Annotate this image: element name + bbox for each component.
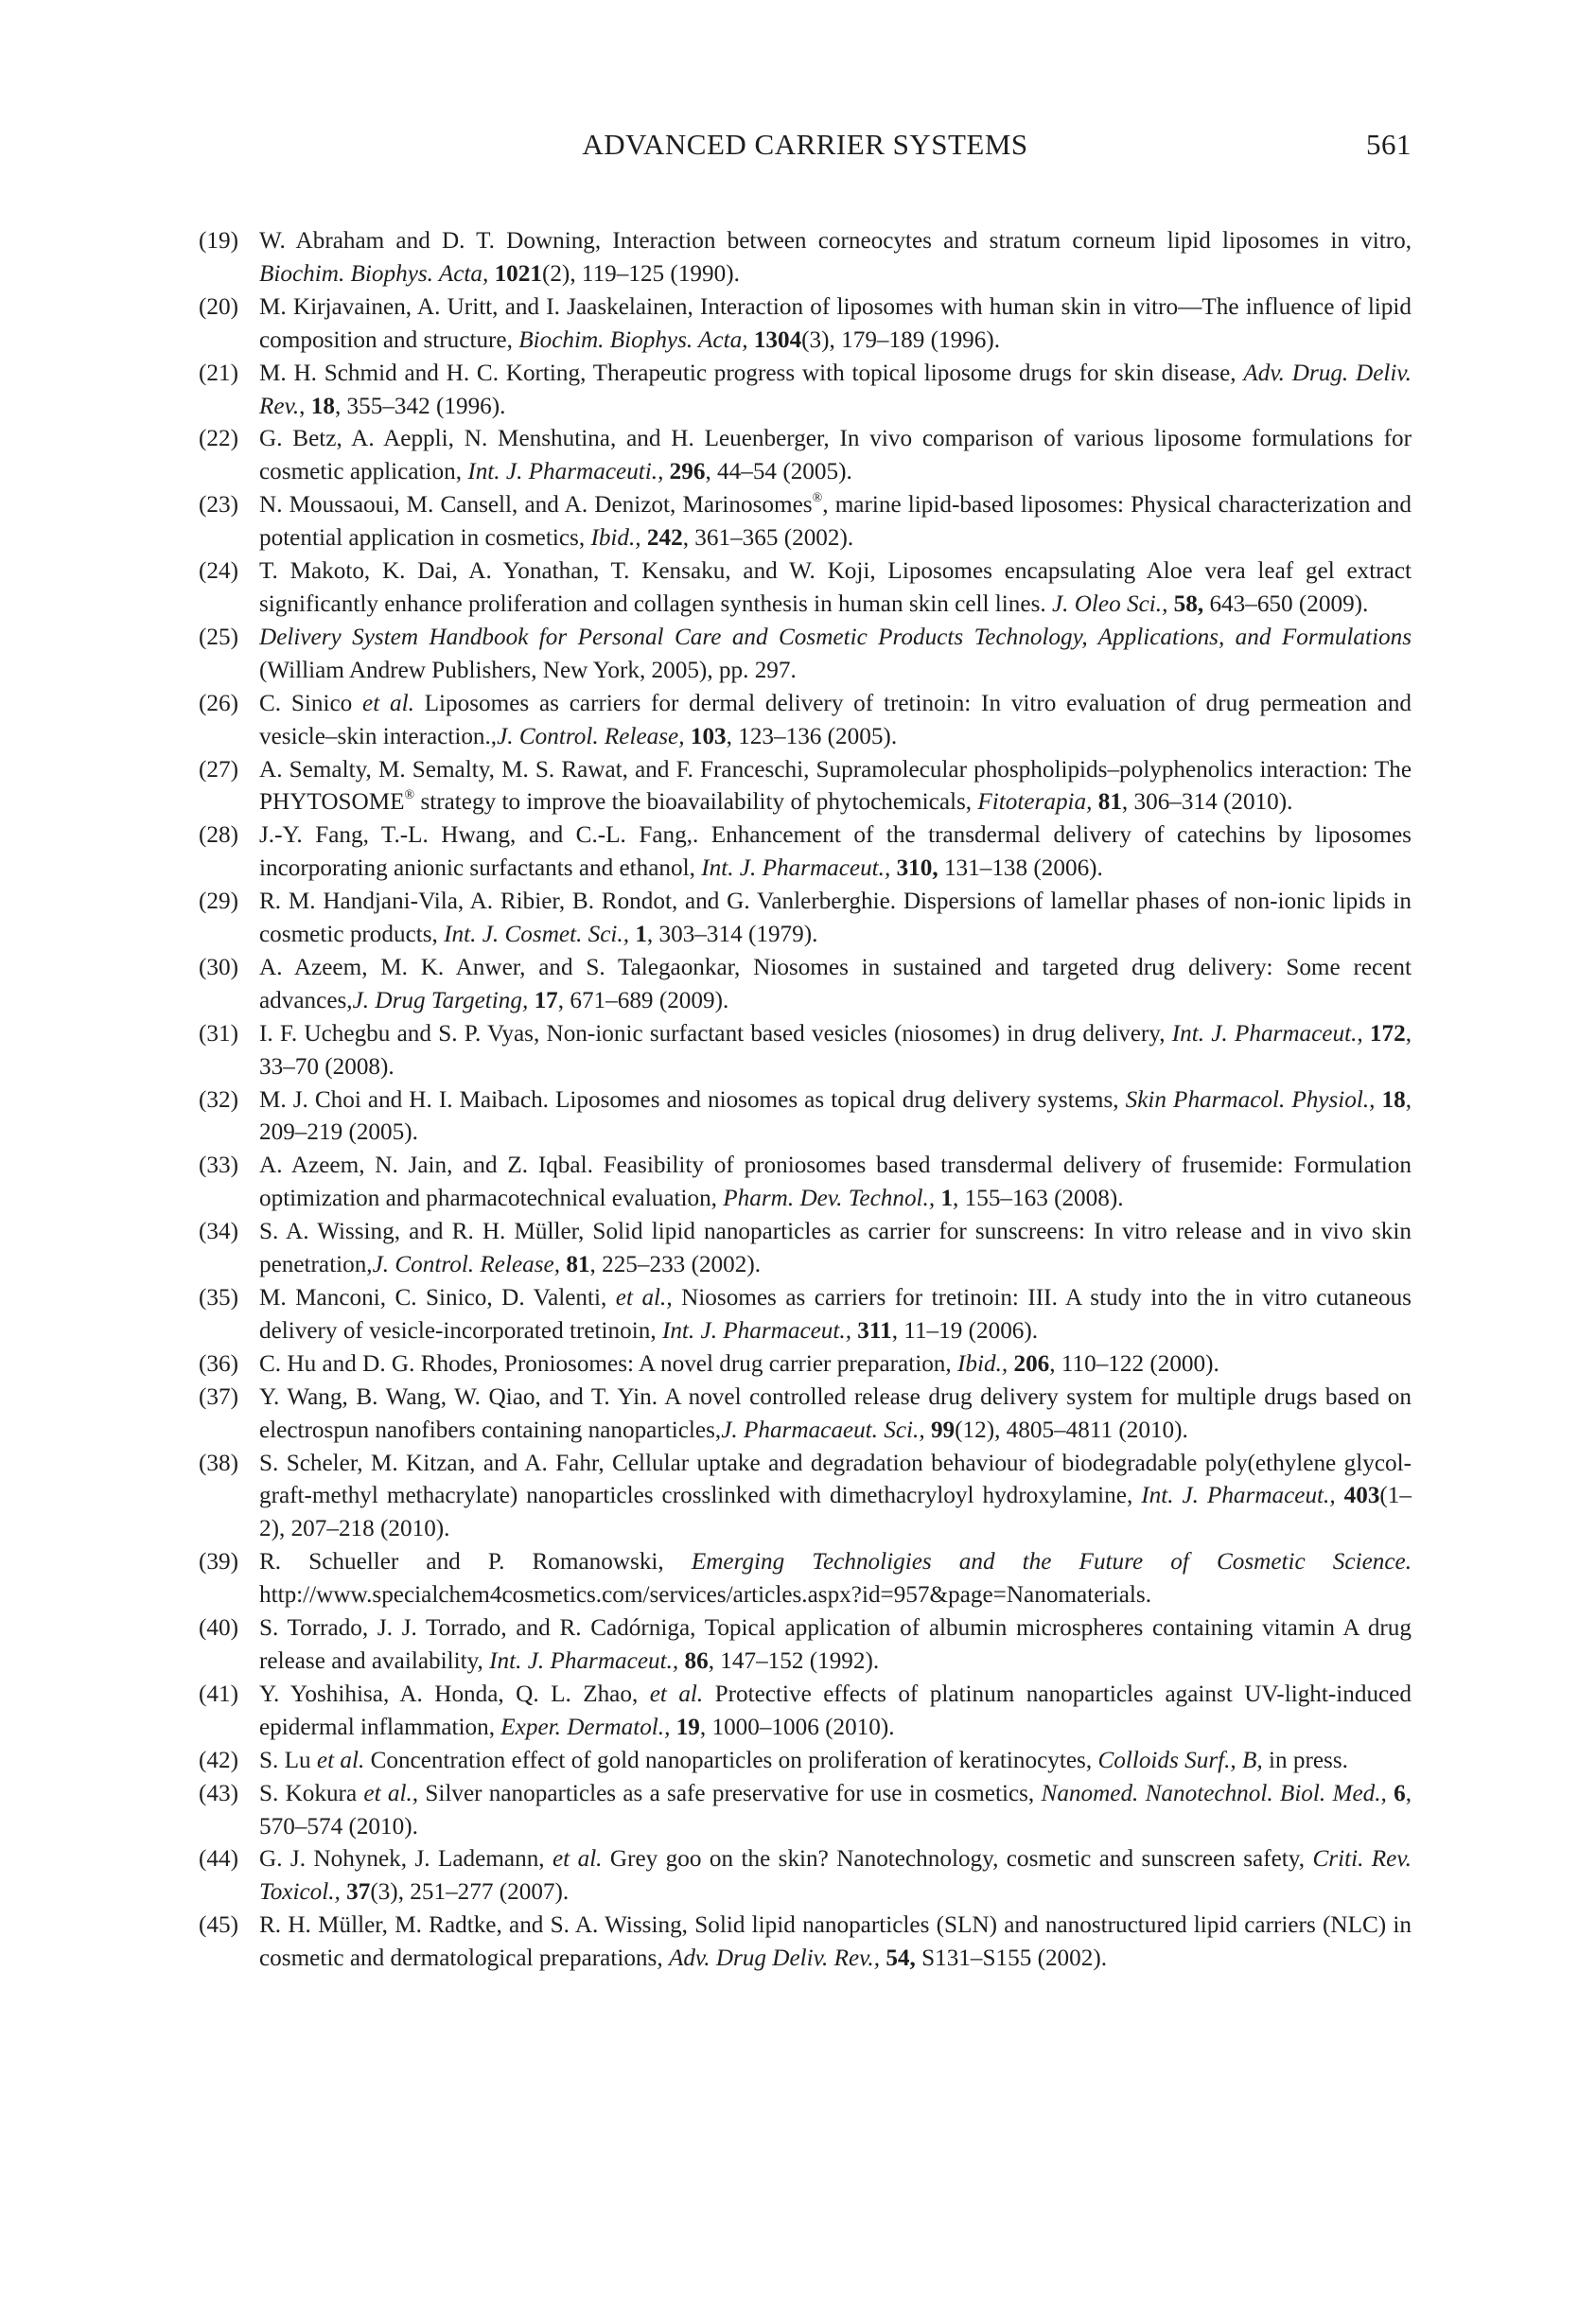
reference-italic-text: Pharm. Dev. Technol., (723, 1186, 936, 1212)
reference-text-run: (2), 119–125 (1990). (541, 260, 740, 287)
reference-number: (27) (199, 756, 238, 783)
reference-text (259, 1021, 1412, 1080)
reference-text (259, 1681, 1412, 1740)
reference-italic-text: Nanomed. Nanotechnol. Biol. Med., (1041, 1780, 1387, 1806)
reference-text-run: Silver nanoparticles as a safe preservative for use in cosmetics, (418, 1780, 1042, 1806)
reference-italic-text: Int. J. Cosmet. Sci., (444, 922, 630, 948)
reference-text-run: C. Hu and D. G. Rhodes, Proniosomes: A novel drug carrier preparation, (259, 1350, 957, 1377)
reference-text-run: S. Scheler, M. Kitzan, and A. Fahr, Cellular uptake and degradation behaviour of biodegradable poly(ethylene glycol-graft-methyl methacrylate) nanoparticles crosslinked with dimethacryloyl hydroxylamine, (259, 1450, 1412, 1509)
reference-italic-text: Int. J. Pharmaceuti., (467, 459, 664, 485)
reference-number: (24) (199, 558, 238, 585)
reference-italic-text: Emerging Technoligies and the Future of Cosmetic Science. (691, 1549, 1412, 1575)
reference-text (259, 1912, 1412, 1971)
reference-volume: 311 (857, 1317, 892, 1344)
reference-text (259, 361, 1412, 419)
reference-text-run: , 361–365 (2002). (682, 525, 854, 552)
page-number: 561 (1366, 128, 1412, 161)
reference-italic-text: Delivery System Handbook for Personal Care and Cosmetic Products Technology, Applications, and Formulations (259, 624, 1412, 650)
reference-item (199, 1448, 1412, 1547)
reference-text-run: S. Torrado, J. J. Torrado, and R. Cadórniga, Topical application of albumin microspheres containing vitamin A drug release and availability, (259, 1615, 1412, 1674)
reference-text-run: , 1000–1006 (2010). (699, 1714, 895, 1740)
reference-italic-text: J. Oleo Sci., (1051, 590, 1168, 617)
reference-text (259, 1549, 1412, 1608)
reference-italic-text: J. Drug Targeting, (352, 987, 529, 1013)
reference-number: (31) (199, 1020, 238, 1047)
reference-volume: 81 (1097, 789, 1122, 816)
reference-number: (38) (199, 1450, 238, 1476)
reference-text (259, 1748, 1348, 1773)
reference-text-run: M. Kirjavainen, A. Uritt, and I. Jaaskelainen, Interaction of liposomes with human skin in vitro—The influence of lipid composition and structure, (259, 293, 1412, 353)
reference-text-run: Grey goo on the skin? Nanotechnology, cosmetic and sunscreen safety, (602, 1846, 1313, 1873)
reference-text (259, 757, 1412, 816)
reference-italic-text: et al. (649, 1681, 704, 1707)
reference-text-run: T. Makoto, K. Dai, A. Yonathan, T. Kensaku, and W. Koji, Liposomes encapsulating Aloe vera leaf gel extract significantly enhance proliferation and collagen synthesis in human skin cell lines. (259, 558, 1412, 617)
reference-italic-text: Adv. Drug Deliv. Rev., (668, 1945, 881, 1972)
reference-text (259, 1615, 1412, 1674)
reference-text-run: Y. Yoshihisa, A. Honda, Q. L. Zhao, (259, 1681, 650, 1707)
reference-text-run: S131–S155 (2002). (915, 1945, 1108, 1972)
reference-text-run: I. F. Uchegbu and S. P. Vyas, Non-ionic surfactant based vesicles (niosomes) in drug delivery, (259, 1020, 1172, 1047)
reference-item (199, 754, 1412, 820)
reference-italic-text: et al. (362, 690, 414, 716)
registered-mark: ® (404, 788, 415, 803)
reference-text-run: in press. (1262, 1747, 1348, 1773)
reference-text-run: , 155–163 (2008). (953, 1186, 1124, 1212)
reference-italic-text: et al. (316, 1747, 365, 1773)
reference-text-run: S. Lu (259, 1747, 317, 1773)
reference-text-run: M. H. Schmid and H. C. Korting, Therapeutic progress with topical liposome drugs for skin disease, (259, 360, 1244, 386)
reference-volume: 1304 (753, 326, 802, 353)
reference-item (199, 555, 1412, 622)
reference-text-run: , 303–314 (1979). (646, 922, 818, 948)
reference-item (199, 819, 1412, 886)
reference-item (199, 423, 1412, 489)
reference-italic-text: Ibid., (590, 525, 641, 552)
reference-text (259, 1384, 1412, 1443)
reference-item (199, 1282, 1412, 1348)
reference-volume: 1021 (494, 260, 542, 287)
reference-number: (29) (199, 889, 238, 915)
reference-text-run: , 147–152 (1992). (708, 1647, 880, 1674)
reference-item (199, 1778, 1412, 1844)
reference-text-run: J.-Y. Fang, T.-L. Hwang, and C.-L. Fang,. Enhancement of the transdermal delivery of catechins by liposomes incorporating anionic surfactants and ethanol, (259, 822, 1412, 882)
reference-text (259, 1451, 1412, 1542)
reference-volume: 37 (346, 1879, 371, 1906)
reference-text-run: 643–650 (2009). (1203, 590, 1369, 617)
reference-item (199, 688, 1412, 754)
reference-text-run: , marine lipid-based liposomes: Physical characterization and potential application in cosmetics, (259, 492, 1412, 552)
reference-text-run: G. J. Nohynek, J. Lademann, (259, 1846, 552, 1873)
reference-italic-text: Int. J. Pharmaceut., (1171, 1020, 1363, 1047)
running-head (199, 128, 1412, 169)
reference-number: (25) (199, 624, 238, 650)
reference-number: (26) (199, 690, 238, 716)
reference-text-run: strategy to improve the bioavailability of phytochemicals, (414, 789, 978, 816)
reference-text-run: , (299, 393, 311, 419)
reference-volume: 18 (310, 393, 335, 419)
reference-text (259, 426, 1412, 484)
reference-text-run: , 44–54 (2005). (705, 459, 852, 485)
reference-text (259, 1351, 1219, 1377)
reference-number: (19) (199, 228, 238, 254)
reference-volume: 18 (1381, 1086, 1406, 1113)
reference-text-run: , 110–122 (2000). (1049, 1350, 1219, 1377)
reference-text (259, 889, 1412, 947)
reference-text-run: , 306–314 (2010). (1121, 789, 1293, 816)
reference-text-run (1375, 1087, 1381, 1113)
reference-text-run: Niosomes as carriers for tretinoin: III. A study into the in vitro cutaneous delivery of vesicle-incorporated tretinoin, (259, 1285, 1412, 1344)
reference-text-run (1336, 1483, 1344, 1508)
reference-text-run: S. Kokura (259, 1780, 364, 1806)
reference-volume: 296 (669, 459, 706, 485)
reference-text-run: , 570–574 (2010). (259, 1780, 1412, 1840)
reference-text-run: S. A. Wissing, and R. H. Müller, Solid lipid nanoparticles as carrier for sunscreens: In vitro release and in vivo skin penetration, (259, 1219, 1412, 1278)
reference-text (259, 228, 1412, 287)
reference-text-run: C. Sinico (259, 690, 363, 716)
reference-text (259, 1781, 1412, 1840)
reference-volume: 1 (940, 1186, 954, 1212)
reference-text-run (1363, 1021, 1370, 1047)
reference-text-run: 131–138 (2006). (938, 855, 1103, 882)
reference-italic-text: J. Pharmacaeut. Sci., (721, 1417, 925, 1443)
reference-text-run: , 225–233 (2002). (589, 1252, 762, 1278)
reference-volume: 81 (566, 1252, 590, 1278)
reference-italic-text: Criti. Rev. Toxicol., (259, 1846, 1412, 1906)
reference-number: (21) (199, 360, 238, 386)
reference-number: (42) (199, 1747, 238, 1773)
reference-italic-text: J. Control. Release, (497, 723, 685, 749)
reference-italic-text: Int. J. Pharmaceut., (1141, 1483, 1336, 1509)
reference-item (199, 358, 1412, 424)
reference-number: (44) (199, 1846, 238, 1873)
reference-item (199, 291, 1412, 358)
reference-volume: 19 (675, 1714, 700, 1740)
reference-italic-text: Int. J. Pharmaceut., (701, 855, 891, 882)
reference-text (259, 1153, 1412, 1211)
reference-volume: 103 (690, 723, 727, 749)
reference-number: (32) (199, 1086, 238, 1113)
reference-volume: 6 (1394, 1780, 1406, 1806)
reference-text (259, 294, 1412, 353)
reference-number: (23) (199, 492, 238, 519)
reference-item (199, 1150, 1412, 1216)
registered-mark: ® (812, 491, 823, 506)
reference-item (199, 1910, 1412, 1976)
reference-text (259, 1285, 1412, 1344)
reference-text (259, 822, 1412, 881)
reference-text-run: , 355–342 (1996). (334, 393, 506, 419)
reference-number: (30) (199, 954, 238, 980)
reference-text-run: A. Semalty, M. Semalty, M. S. Rawat, and F. Franceschi, Supramolecular phospholipids–polyphenolics interaction: The PHYTOSOME (259, 756, 1412, 816)
reference-text-run: , 671–689 (2009). (557, 987, 729, 1013)
reference-item (199, 1216, 1412, 1282)
reference-text-run: (William Andrew Publishers, New York, 2005), pp. 297. (259, 657, 797, 683)
reference-text-run: , 209–219 (2005). (259, 1086, 1412, 1146)
reference-text-run: (12), 4805–4811 (2010). (955, 1417, 1188, 1443)
reference-text-run: M. J. Choi and H. I. Maibach. Liposomes and niosomes as topical drug delivery systems, (259, 1086, 1126, 1113)
reference-volume: 99 (930, 1417, 956, 1443)
reference-italic-text: Adv. Drug. Deliv. Rev. (259, 360, 1412, 419)
reference-text (259, 691, 1412, 749)
reference-italic-text: Exper. Dermatol., (500, 1714, 671, 1740)
reference-item (199, 1348, 1412, 1382)
reference-volume: 58, (1173, 590, 1204, 617)
reference-number: (43) (199, 1780, 238, 1806)
reference-italic-text: Colloids Surf., B, (1097, 1747, 1263, 1773)
reference-italic-text: J. Control. Release, (372, 1252, 561, 1278)
reference-volume: 17 (534, 987, 558, 1013)
reference-text (259, 625, 1412, 683)
reference-text-run: (3), 251–277 (2007). (370, 1879, 570, 1906)
reference-volume: 54, (886, 1945, 916, 1972)
reference-item (199, 1612, 1412, 1679)
reference-text-run: R. M. Handjani-Vila, A. Ribier, B. Rondot, and G. Vanlerberghie. Dispersions of lamellar phases of non-ionic lipids in cosmetic products, (259, 889, 1412, 948)
reference-text-run: , 33–70 (2008). (259, 1020, 1412, 1080)
reference-number: (36) (199, 1350, 238, 1377)
reference-item (199, 1843, 1412, 1910)
reference-item (199, 1679, 1412, 1745)
reference-number: (37) (199, 1383, 238, 1410)
reference-text-run: , 123–136 (2005). (726, 723, 898, 749)
reference-number: (34) (199, 1219, 238, 1245)
reference-italic-text: Int. J. Pharmaceut., (661, 1317, 851, 1344)
reference-text-run: http://www.specialchem4cosmetics.com/services/articles.aspx?id=957&page=Nanomaterials. (259, 1582, 1152, 1609)
reference-volume: 310, (896, 855, 938, 882)
reference-volume: 403 (1343, 1483, 1380, 1509)
reference-list (199, 225, 1412, 1976)
reference-italic-text: Ibid., (957, 1350, 1008, 1377)
reference-item (199, 886, 1412, 952)
reference-text (259, 1087, 1412, 1146)
reference-text-run: M. Manconi, C. Sinico, D. Valenti, (259, 1285, 616, 1311)
reference-text (259, 492, 1412, 551)
reference-volume: 172 (1369, 1020, 1406, 1047)
reference-item (199, 1084, 1412, 1151)
reference-text-run: Concentration effect of gold nanoparticles on proliferation of keratinocytes, (364, 1747, 1098, 1773)
reference-text-run: Protective effects of platinum nanoparticles against UV-light-induced epidermal inflammation, (259, 1681, 1412, 1740)
reference-text-run: , 11–19 (2006). (891, 1317, 1039, 1344)
reference-item (199, 489, 1412, 555)
reference-text-run: (1–2), 207–218 (2010). (259, 1483, 1412, 1542)
reference-text-run: A. Azeem, M. K. Anwer, and S. Talegaonkar, Niosomes in sustained and targeted drug delivery: Some recent advances, (259, 954, 1412, 1013)
reference-text-run: Liposomes as carriers for dermal delivery of tretinoin: In vitro evaluation of drug permeation and vesicle–skin interaction., (259, 690, 1412, 749)
reference-number: (22) (199, 426, 238, 452)
reference-text-run: G. Betz, A. Aeppli, N. Menshutina, and H. Leuenberger, In vivo comparison of various liposome formulations for cosmetic application, (259, 426, 1412, 485)
reference-volume: 242 (646, 525, 683, 552)
reference-number: (20) (199, 293, 238, 320)
reference-text (259, 1219, 1412, 1277)
reference-number: (45) (199, 1912, 238, 1939)
reference-text (259, 955, 1412, 1013)
reference-item (199, 1382, 1412, 1448)
reference-italic-text: Skin Pharmacol. Physiol., (1125, 1086, 1376, 1113)
reference-text-run: W. Abraham and D. T. Downing, Interaction between corneocytes and stratum corneum lipid liposomes in vitro, (259, 228, 1412, 254)
reference-number: (33) (199, 1153, 238, 1179)
reference-item (199, 1745, 1412, 1778)
reference-italic-text: et al., (615, 1285, 673, 1311)
reference-text-run: (3), 179–189 (1996). (801, 326, 1001, 353)
reference-volume: 206 (1013, 1350, 1050, 1377)
reference-italic-text: et al. (552, 1846, 603, 1873)
reference-italic-text: Int. J. Pharmaceut., (489, 1647, 679, 1674)
reference-italic-text: Biochim. Biophys. Acta, (518, 326, 748, 353)
reference-number: (35) (199, 1285, 238, 1311)
reference-italic-text: Fitoterapia, (977, 789, 1093, 816)
reference-italic-text: Biochim. Biophys. Acta, (259, 260, 489, 287)
reference-text (259, 558, 1412, 617)
reference-text (259, 1846, 1412, 1905)
reference-volume: 1 (635, 922, 647, 948)
reference-item (199, 225, 1412, 291)
reference-item (199, 952, 1412, 1018)
reference-number: (28) (199, 822, 238, 849)
reference-number: (40) (199, 1615, 238, 1642)
reference-number: (39) (199, 1549, 238, 1575)
reference-italic-text: et al., (363, 1780, 419, 1806)
reference-volume: 86 (684, 1647, 709, 1674)
reference-text-run: R. Schueller and P. Romanowski, (259, 1549, 692, 1575)
reference-number: (41) (199, 1681, 238, 1707)
reference-item (199, 1546, 1412, 1612)
reference-item (199, 622, 1412, 688)
reference-text-run: N. Moussaoui, M. Cansell, and A. Denizot, Marinosomes (259, 492, 813, 519)
reference-text-run: R. H. Müller, M. Radtke, and S. A. Wissing, Solid lipid nanoparticles (SLN) and nanostructured lipid carriers (NLC) in cosmetic and dermatological preparations, (259, 1912, 1412, 1972)
reference-text-run: Y. Wang, B. Wang, W. Qiao, and T. Yin. A novel controlled release drug delivery system for multiple drugs based on electrospun nanofibers containing nanoparticles, (259, 1383, 1412, 1443)
reference-item (199, 1018, 1412, 1084)
running-title: ADVANCED CARRIER SYSTEMS (582, 128, 1028, 161)
reference-text-run: A. Azeem, N. Jain, and Z. Iqbal. Feasibility of proniosomes based transdermal delivery of frusemide: Formulation optimization and pharmacotechnical evaluation, (259, 1153, 1412, 1212)
